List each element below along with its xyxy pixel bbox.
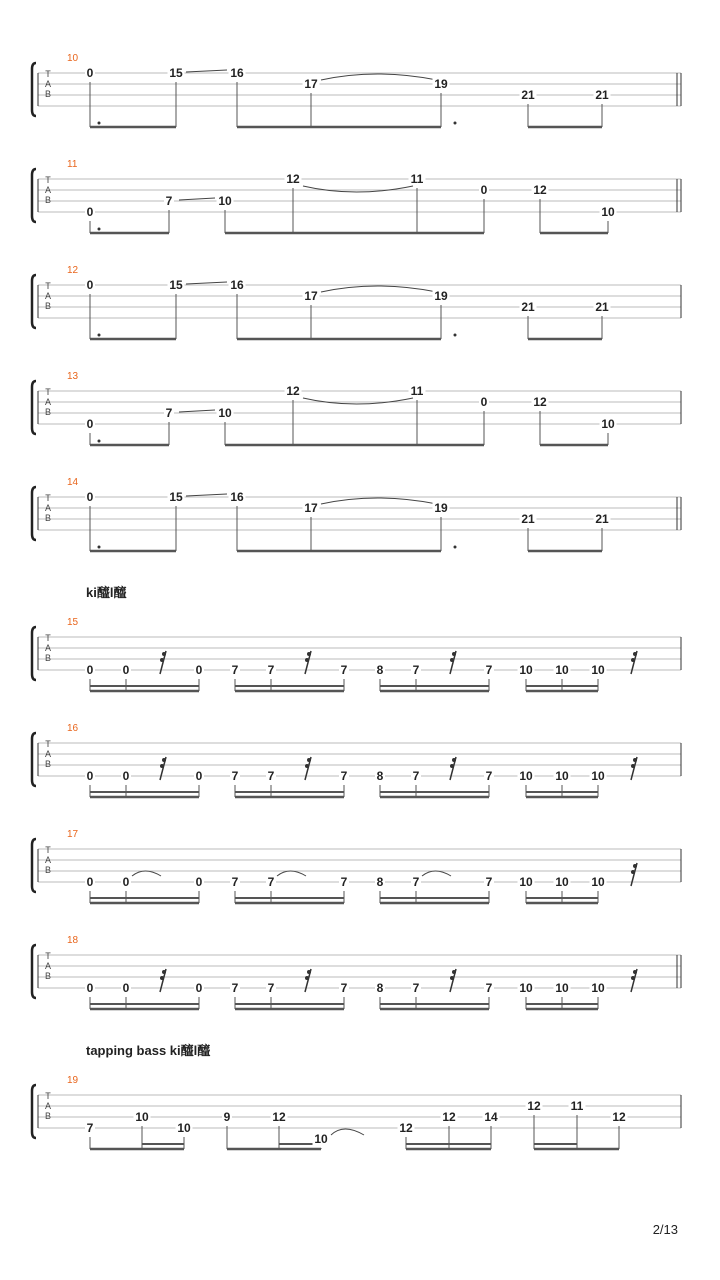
rest-symbol <box>305 764 309 768</box>
fret-number: 21 <box>521 88 535 102</box>
fret-number: 0 <box>86 769 94 783</box>
system-bracket <box>32 381 36 434</box>
fret-number: 0 <box>86 875 94 889</box>
rest-symbol <box>633 652 637 656</box>
rest-symbol <box>633 864 637 868</box>
tab-clef-letter: B <box>44 89 52 99</box>
tab-system <box>32 585 681 691</box>
fret-number: 7 <box>340 981 348 995</box>
fret-number: 21 <box>595 300 609 314</box>
tie-arc <box>277 871 306 876</box>
measure-number: 11 <box>67 159 78 170</box>
measure-number: 10 <box>67 53 79 64</box>
fret-number: 7 <box>412 663 420 677</box>
tie-arc <box>422 871 451 876</box>
system-bracket <box>32 487 36 540</box>
tab-system <box>32 723 681 797</box>
fret-number: 10 <box>177 1121 191 1135</box>
fret-number: 7 <box>267 875 275 889</box>
tie-arc <box>321 498 437 504</box>
fret-number: 10 <box>135 1110 149 1124</box>
rest-symbol <box>633 970 637 974</box>
tie-arc <box>321 286 437 292</box>
tab-clef-letter: T <box>45 633 51 643</box>
system-bracket <box>32 1085 36 1138</box>
system-bracket <box>32 733 36 786</box>
fret-number: 12 <box>533 183 547 197</box>
fret-number: 7 <box>165 194 173 208</box>
rest-symbol <box>162 970 166 974</box>
fret-number: 12 <box>286 384 300 398</box>
tab-clef-letter: A <box>44 961 52 971</box>
tab-system <box>32 1043 681 1149</box>
measure-number: 12 <box>67 265 79 276</box>
rest-symbol <box>633 758 637 762</box>
tab-clef-letter: A <box>44 1101 52 1111</box>
fret-number: 7 <box>485 875 493 889</box>
dot <box>98 228 101 231</box>
fret-number: 17 <box>304 289 318 303</box>
dot <box>454 334 457 337</box>
rest-symbol <box>631 976 635 980</box>
fret-number: 0 <box>122 875 130 889</box>
fret-number: 10 <box>591 769 605 783</box>
fret-number: 7 <box>165 406 173 420</box>
fret-number: 15 <box>169 66 183 80</box>
tab-system <box>32 935 681 1009</box>
tab-clef-letter: A <box>44 185 52 195</box>
fret-number: 17 <box>304 77 318 91</box>
tab-clef-letter: B <box>44 1111 52 1121</box>
tab-clef-letter: B <box>44 407 52 417</box>
rest-symbol <box>452 652 456 656</box>
fret-number: 17 <box>304 501 318 515</box>
rest-symbol <box>305 658 309 662</box>
tab-clef-letter: B <box>44 865 52 875</box>
fret-number: 19 <box>434 289 448 303</box>
dot <box>98 440 101 443</box>
fret-number: 10 <box>555 769 569 783</box>
system-bracket <box>32 627 36 680</box>
fret-number: 21 <box>521 300 535 314</box>
fret-number: 12 <box>272 1110 286 1124</box>
rest-symbol <box>307 758 311 762</box>
measure-number: 17 <box>67 829 79 840</box>
fret-number: 7 <box>86 1121 94 1135</box>
fret-number: 7 <box>412 769 420 783</box>
fret-number: 11 <box>410 172 424 186</box>
fret-number: 10 <box>591 875 605 889</box>
measure-number: 13 <box>67 371 79 382</box>
tab-clef-letter: T <box>45 845 51 855</box>
fret-number: 19 <box>434 501 448 515</box>
tab-clef-letter: T <box>45 69 51 79</box>
tie-arc <box>303 186 413 192</box>
fret-number: 0 <box>122 981 130 995</box>
system-bracket <box>32 169 36 222</box>
tab-system <box>32 829 681 903</box>
dot <box>454 546 457 549</box>
fret-number: 10 <box>218 194 232 208</box>
tab-system <box>32 159 681 233</box>
system-bracket <box>32 839 36 892</box>
fret-number: 7 <box>340 663 348 677</box>
tab-clef-letter: A <box>44 503 52 513</box>
tab-clef-letter: B <box>44 653 52 663</box>
fret-number: 7 <box>231 875 239 889</box>
rest-symbol <box>452 758 456 762</box>
tab-system <box>32 265 681 339</box>
fret-number: 8 <box>376 875 384 889</box>
fret-number: 0 <box>480 395 488 409</box>
fret-number: 10 <box>519 663 533 677</box>
fret-number: 12 <box>286 172 300 186</box>
fret-number: 8 <box>376 663 384 677</box>
tie-arc <box>321 74 437 80</box>
fret-number: 10 <box>555 981 569 995</box>
fret-number: 7 <box>340 875 348 889</box>
fret-number: 11 <box>410 384 424 398</box>
fret-number: 12 <box>399 1121 413 1135</box>
fret-number: 0 <box>195 875 203 889</box>
fret-number: 0 <box>480 183 488 197</box>
rest-symbol <box>162 758 166 762</box>
fret-number: 0 <box>86 205 94 219</box>
tab-clef-letter: T <box>45 1091 51 1101</box>
tie-arc <box>303 398 413 404</box>
fret-number: 10 <box>601 205 615 219</box>
fret-number: 19 <box>434 77 448 91</box>
fret-number: 21 <box>595 512 609 526</box>
fret-number: 12 <box>612 1110 626 1124</box>
slide-line <box>186 494 227 496</box>
section-label: tapping bass ki醯l醯 <box>86 1043 211 1058</box>
fret-number: 0 <box>195 981 203 995</box>
rest-symbol <box>307 652 311 656</box>
slide-line <box>179 410 215 412</box>
dot <box>98 122 101 125</box>
tie-arc <box>132 871 161 876</box>
system-bracket <box>32 275 36 328</box>
fret-number: 15 <box>169 490 183 504</box>
fret-number: 10 <box>519 875 533 889</box>
fret-number: 7 <box>231 769 239 783</box>
fret-number: 7 <box>485 981 493 995</box>
fret-number: 7 <box>231 663 239 677</box>
rest-symbol <box>307 970 311 974</box>
tab-clef-letter: A <box>44 291 52 301</box>
dot <box>98 334 101 337</box>
tab-clef-letter: B <box>44 195 52 205</box>
fret-number: 12 <box>442 1110 456 1124</box>
fret-number: 7 <box>231 981 239 995</box>
measure-number: 16 <box>67 723 79 734</box>
fret-number: 10 <box>314 1132 328 1146</box>
fret-number: 0 <box>86 663 94 677</box>
fret-number: 8 <box>376 981 384 995</box>
rest-symbol <box>450 976 454 980</box>
fret-number: 16 <box>230 278 244 292</box>
fret-number: 0 <box>86 490 94 504</box>
tab-clef-letter: B <box>44 971 52 981</box>
rest-symbol <box>631 764 635 768</box>
slide-line <box>186 282 227 284</box>
dot <box>98 546 101 549</box>
rest-symbol <box>162 652 166 656</box>
rest-symbol <box>450 658 454 662</box>
fret-number: 7 <box>485 663 493 677</box>
measure-number: 18 <box>67 935 79 946</box>
fret-number: 9 <box>223 1110 231 1124</box>
system-bracket <box>32 63 36 116</box>
rest-symbol <box>631 870 635 874</box>
fret-number: 10 <box>519 981 533 995</box>
rest-symbol <box>160 976 164 980</box>
fret-number: 8 <box>376 769 384 783</box>
fret-number: 7 <box>267 769 275 783</box>
fret-number: 11 <box>570 1099 584 1113</box>
fret-number: 7 <box>340 769 348 783</box>
tab-clef-letter: T <box>45 387 51 397</box>
tab-clef-letter: B <box>44 759 52 769</box>
fret-number: 7 <box>412 981 420 995</box>
rest-symbol <box>452 970 456 974</box>
rest-symbol <box>631 658 635 662</box>
dot <box>454 122 457 125</box>
fret-number: 10 <box>555 663 569 677</box>
fret-number: 7 <box>485 769 493 783</box>
system-bracket <box>32 945 36 998</box>
fret-number: 0 <box>122 663 130 677</box>
rest-symbol <box>305 976 309 980</box>
rest-symbol <box>160 764 164 768</box>
tab-clef-letter: T <box>45 493 51 503</box>
fret-number: 0 <box>195 663 203 677</box>
fret-number: 16 <box>230 66 244 80</box>
tab-clef-letter: T <box>45 281 51 291</box>
slide-line <box>179 198 215 200</box>
page-number: 2/13 <box>652 1222 678 1237</box>
fret-number: 14 <box>484 1110 498 1124</box>
fret-number: 10 <box>218 406 232 420</box>
fret-number: 10 <box>601 417 615 431</box>
measure-number: 19 <box>67 1075 79 1086</box>
fret-number: 0 <box>122 769 130 783</box>
tab-system <box>32 477 681 551</box>
fret-number: 10 <box>591 981 605 995</box>
tab-system <box>32 371 681 445</box>
tab-clef-letter: A <box>44 397 52 407</box>
fret-number: 7 <box>267 663 275 677</box>
tab-clef-letter: A <box>44 855 52 865</box>
fret-number: 12 <box>527 1099 541 1113</box>
fret-number: 10 <box>519 769 533 783</box>
tab-clef-letter: B <box>44 301 52 311</box>
rest-symbol <box>160 658 164 662</box>
tab-clef-letter: T <box>45 951 51 961</box>
fret-number: 0 <box>195 769 203 783</box>
tab-clef-letter: A <box>44 643 52 653</box>
fret-number: 0 <box>86 981 94 995</box>
tab-clef-letter: B <box>44 513 52 523</box>
fret-number: 7 <box>267 981 275 995</box>
fret-number: 10 <box>591 663 605 677</box>
fret-number: 0 <box>86 66 94 80</box>
tab-clef-letter: A <box>44 79 52 89</box>
fret-number: 0 <box>86 417 94 431</box>
measure-number: 14 <box>67 477 79 488</box>
tab-clef-letter: T <box>45 175 51 185</box>
tie-arc <box>331 1129 364 1135</box>
fret-number: 10 <box>555 875 569 889</box>
fret-number: 12 <box>533 395 547 409</box>
tab-clef-letter: T <box>45 739 51 749</box>
measure-number: 15 <box>67 617 79 628</box>
fret-number: 21 <box>521 512 535 526</box>
tab-clef-letter: A <box>44 749 52 759</box>
fret-number: 7 <box>412 875 420 889</box>
tab-system <box>32 53 681 127</box>
rest-symbol <box>450 764 454 768</box>
fret-number: 16 <box>230 490 244 504</box>
slide-line <box>186 70 227 72</box>
fret-number: 15 <box>169 278 183 292</box>
fret-number: 0 <box>86 278 94 292</box>
fret-number: 21 <box>595 88 609 102</box>
section-label: ki醯l醯 <box>86 585 127 600</box>
